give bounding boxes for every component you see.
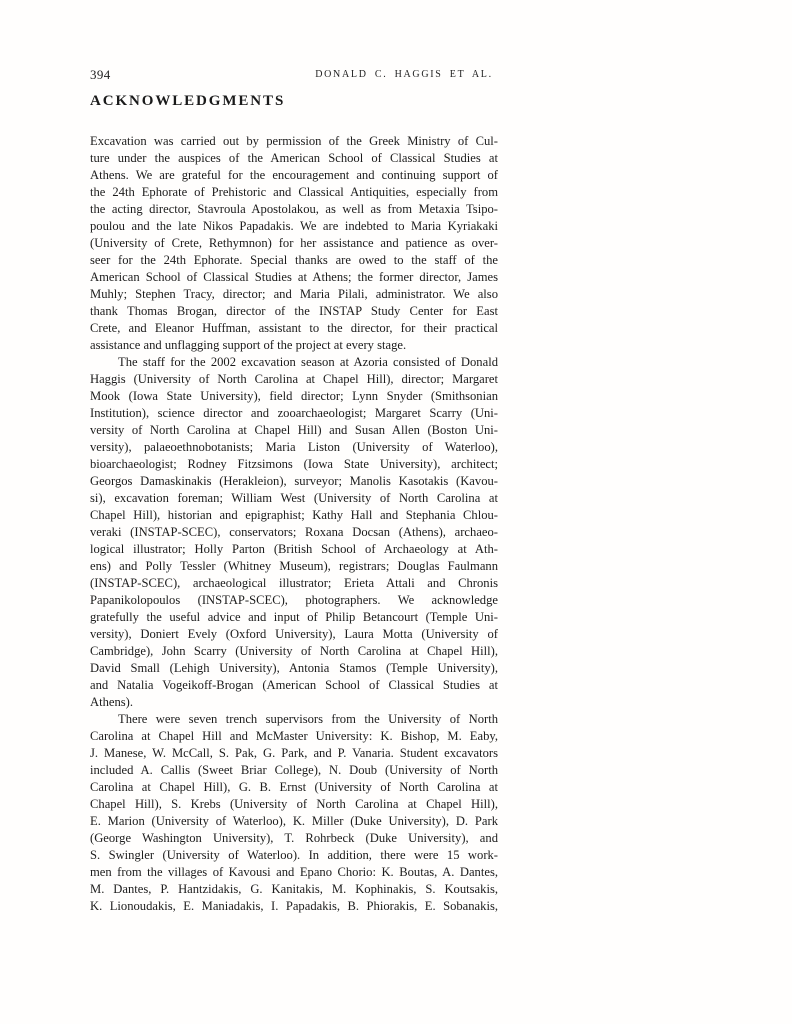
text-line: Mook (Iowa State University), field director; Lynn Snyder (Smithsonian bbox=[90, 389, 498, 403]
text-line: Athens). bbox=[90, 695, 134, 709]
text-line: The staff for the 2002 excavation season at Azoria consisted of Donald bbox=[118, 355, 498, 369]
text-line: Georgos Damaskinakis (Herakleion), surveyor; Manolis Kasotakis (Kavou- bbox=[90, 474, 498, 488]
text-line: Crete, and Eleanor Huffman, assistant to the director, for their practical bbox=[90, 321, 498, 335]
text-line: seer for the 24th Ephorate. Special thanks are owed to the staff of the bbox=[90, 253, 498, 267]
text-line: E. Marion (University of Waterloo), K. Miller (Duke University), D. Park bbox=[90, 814, 498, 828]
text-line: ture under the auspices of the American School of Classical Studies at bbox=[90, 151, 498, 165]
text-line: men from the villages of Kavousi and Epano Chorio: K. Boutas, A. Dantes, bbox=[90, 865, 498, 879]
text-line: Athens. We are grateful for the encouragement and continuing support of bbox=[90, 168, 498, 182]
paragraph bbox=[90, 133, 498, 354]
text-line: the 24th Ephorate of Prehistoric and Classical Antiquities, especially from bbox=[90, 185, 498, 199]
text-line: Cambridge), John Scarry (University of North Carolina at Chapel Hill), bbox=[90, 644, 498, 658]
text-line: versity of North Carolina at Chapel Hill) and Susan Allen (Boston Uni- bbox=[90, 423, 498, 437]
paragraph bbox=[90, 354, 498, 711]
text-line: S. Swingler (University of Waterloo). In addition, there were 15 work- bbox=[90, 848, 498, 862]
section-heading: ACKNOWLEDGMENTS bbox=[90, 93, 286, 109]
text-line: si), excavation foreman; William West (University of North Carolina at bbox=[90, 491, 498, 505]
text-line: included A. Callis (Sweet Briar College), N. Doub (University of North bbox=[90, 763, 498, 777]
text-line: Carolina at Chapel Hill and McMaster University: K. Bishop, M. Eaby, bbox=[90, 729, 498, 743]
text-line: gratefully the useful advice and input of Philip Betancourt (Temple Uni- bbox=[90, 610, 498, 624]
text-line: versity), Doniert Evely (Oxford University), Laura Motta (University of bbox=[90, 627, 498, 641]
text-line: ens) and Polly Tessler (Whitney Museum), registrars; Douglas Faulmann bbox=[90, 559, 498, 573]
text-line: bioarchaeologist; Rodney Fitzsimons (Iowa State University), architect; bbox=[90, 457, 498, 471]
text-line: American School of Classical Studies at Athens; the former director, James bbox=[90, 270, 498, 284]
text-line: Carolina at Chapel Hill), G. B. Ernst (University of North Carolina at bbox=[90, 780, 498, 794]
running-head: DONALD C. HAGGIS ET AL. bbox=[315, 69, 493, 80]
text-line: Chapel Hill), historian and epigraphist; Kathy Hall and Stephania Chlou- bbox=[90, 508, 498, 522]
text-line: Excavation was carried out by permission of the Greek Ministry of Cul- bbox=[90, 134, 498, 148]
text-line: thank Thomas Brogan, director of the INSTAP Study Center for East bbox=[90, 304, 498, 318]
text-line: (INSTAP-SCEC), archaeological illustrator; Erieta Attali and Chronis bbox=[90, 576, 498, 590]
text-line: assistance and unflagging support of the project at every stage. bbox=[90, 338, 407, 352]
body-text bbox=[90, 133, 498, 915]
text-line: (University of Crete, Rethymnon) for her assistance and patience as over- bbox=[90, 236, 498, 250]
text-line: K. Lionoudakis, E. Maniadakis, I. Papadakis, B. Phiorakis, E. Sobanakis, bbox=[90, 899, 498, 913]
text-line: M. Dantes, P. Hantzidakis, G. Kanitakis, M. Kophinakis, S. Koutsakis, bbox=[90, 882, 498, 896]
page-number: 394 bbox=[90, 67, 111, 82]
text-line: David Small (Lehigh University), Antonia Stamos (Temple University), bbox=[90, 661, 498, 675]
text-line: (George Washington University), T. Rohrbeck (Duke University), and bbox=[90, 831, 498, 845]
paragraph bbox=[90, 711, 498, 915]
text-line: and Natalia Vogeikoff-Brogan (American School of Classical Studies at bbox=[90, 678, 498, 692]
text-line: poulou and the late Nikos Papadakis. We are indebted to Maria Kyriakaki bbox=[90, 219, 498, 233]
text-line: the acting director, Stavroula Apostolakou, as well as from Metaxia Tsipo- bbox=[90, 202, 498, 216]
text-line: Muhly; Stephen Tracy, director; and Maria Pilali, administrator. We also bbox=[90, 287, 498, 301]
text-line: There were seven trench supervisors from the University of North bbox=[118, 712, 498, 726]
text-line: Chapel Hill), S. Krebs (University of North Carolina at Chapel Hill), bbox=[90, 797, 498, 811]
text-line: veraki (INSTAP-SCEC), conservators; Roxana Docsan (Athens), archaeo- bbox=[90, 525, 498, 539]
text-line: logical illustrator; Holly Parton (British School of Archaeology at Ath- bbox=[90, 542, 498, 556]
text-line: Papanikolopoulos (INSTAP-SCEC), photographers. We acknowledge bbox=[90, 593, 498, 607]
text-line: J. Manese, W. McCall, S. Pak, G. Park, and P. Vanaria. Student excavators bbox=[90, 746, 498, 760]
text-line: Haggis (University of North Carolina at Chapel Hill), director; Margaret bbox=[90, 372, 498, 386]
text-line: versity), palaeoethnobotanists; Maria Liston (University of Waterloo), bbox=[90, 440, 498, 454]
text-line: Institution), science director and zooarchaeologist; Margaret Scarry (Uni- bbox=[90, 406, 498, 420]
